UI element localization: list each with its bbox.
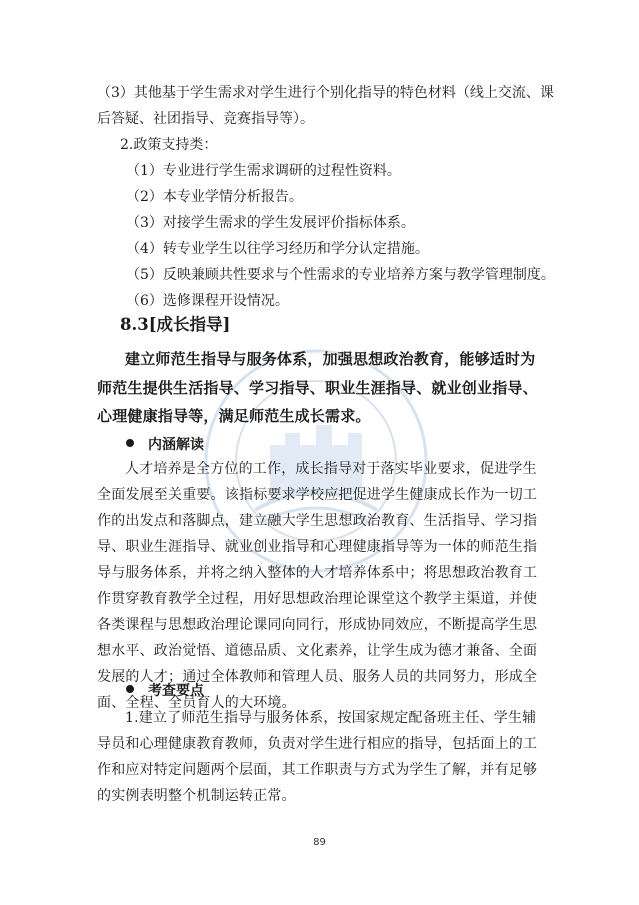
policy-item-2: （2）本专业学情分析报告。	[126, 189, 303, 205]
checkpoints-label: 考查要点	[148, 683, 204, 699]
policy-title: 2.政策支持类：	[120, 137, 218, 153]
policy-item-4: （4）转专业学生以往学习经历和学分认定措施。	[126, 241, 429, 257]
section-statement: 建立师范生指导与服务体系，加强思想政治教育，能够适时为师范生提供生活指导、学习指导、职业生涯指导、就业创业指导、心理健康指导等，满足师范生成长需求。	[97, 350, 538, 425]
policy-item-6: （6）选修课程开设情况。	[126, 293, 289, 309]
connotation-paragraph: 人才培养是全方位的工作，成长指导对于落实毕业要求，促进学生全面发展至关重要。该指标要求学校应把促进学生健康成长作为一切工作的出发点和落脚点，建立融大学生思想政治教育、生活指导、学习指导、职业生涯指导、就业创业指导和心理健康指导等为一体的师范生指导与服务体系，并将之纳入整体的人才培养体系中；将思想政治教育工作贯穿教育教学全过程，用好思想政治理论课堂这个教学主渠道，并使各类课程与思想政治理论课同向同行，形成协同效应，不断提高学生思想水平、政治觉悟、道德品质、文化素养，让学生成为德才兼备、全面发展的人才；通过全体教师和管理人员、服务人员的共同努力，形成全面、全程、全员育人的大环境。	[97, 461, 538, 711]
material-item-3-line2: 后答疑、社团指导、竞赛指导等）。	[97, 111, 314, 127]
bullet-icon	[126, 685, 134, 693]
connotation-label: 内涵解读	[148, 437, 204, 453]
bullet-icon	[126, 439, 134, 447]
checkpoints-paragraph: 1.建立了师范生指导与服务体系，按国家规定配备班主任、学生辅导员和心理健康教育教师，负责对学生进行相应的指导，包括面上的工作和应对特定问题两个层面，其工作职责与方式为学生了解，并有足够的实例表明整个机制运转正常。	[97, 710, 538, 804]
page-number: 89	[313, 837, 326, 848]
material-item-3-line1: （3）其他基于学生需求对学生进行个别化指导的特色材料（线上交流、课	[97, 85, 554, 101]
policy-item-5: （5）反映兼顾共性要求与个性需求的专业培养方案与教学管理制度。	[126, 267, 555, 283]
policy-item-1: （1）专业进行学生需求调研的过程性资料。	[126, 163, 401, 179]
checkpoints-heading	[126, 678, 204, 704]
section-heading: 8.3[成长指导]	[120, 315, 231, 334]
connotation-heading	[126, 432, 204, 458]
policy-item-3: （3）对接学生需求的学生发展评价指标体系。	[126, 215, 415, 231]
